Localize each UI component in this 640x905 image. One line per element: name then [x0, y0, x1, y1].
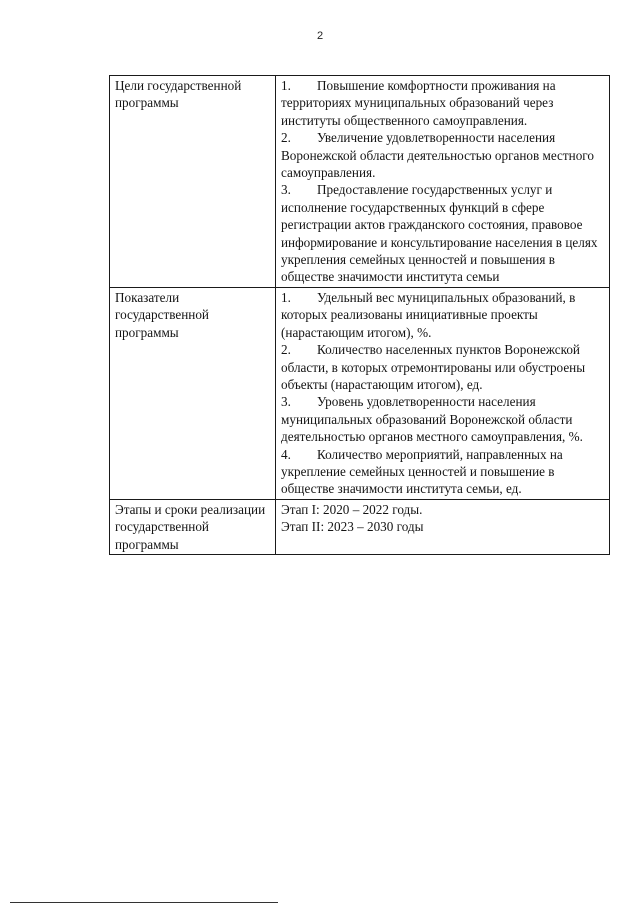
goal-item: [281, 77, 605, 129]
table-row-stages: [110, 499, 610, 554]
stages-content: [276, 499, 610, 554]
goal-item-number: 3.: [281, 182, 291, 198]
indicator-item-number: 2.: [281, 342, 291, 358]
goal-item: [281, 129, 605, 181]
indicator-item: [281, 341, 605, 393]
stage-line: Этап II: 2023 – 2030 годы: [281, 519, 424, 535]
indicator-item: [281, 446, 605, 498]
goals-label: Цели государственной программы: [110, 76, 276, 288]
goals-content: [276, 76, 610, 288]
goal-item-text: Предоставление государственных услуг и исполнение государственных функций в сфере регистрации актов гражданского состояния, правовое информирование и консультирование населения в целях укрепления семейных ценностей и повышения в обществе значимости института семьи: [281, 182, 598, 285]
indicator-item-text: Количество мероприятий, направленных на укрепление семейных ценностей и повышение в обществе значимости института семьи, ед.: [281, 446, 563, 497]
goal-item: [281, 181, 605, 285]
table-row-goals: [110, 76, 610, 288]
program-passport-table: [109, 75, 610, 555]
page-number: 2: [316, 30, 324, 42]
indicator-item-text: Количество населенных пунктов Воронежской области, в которых отремонтированы или обустроены объекты (нарастающим итогом), ед.: [281, 342, 586, 392]
goal-item-text: Увеличение удовлетворенности населения Воронежской области деятельностью органов местного самоуправления.: [281, 130, 594, 181]
indicators-label: Показатели государственной программы: [110, 287, 276, 499]
indicator-item-text: Уровень удовлетворенности населения муниципальных образований Воронежской области деятельностью органов местного самоуправления, %.: [281, 394, 583, 445]
indicator-item-number: 4.: [281, 446, 291, 462]
indicator-item-number: 3.: [281, 394, 291, 410]
stages-label: Этапы и сроки реализации государственной программы: [110, 499, 276, 554]
goal-item-number: 1.: [281, 78, 291, 93]
footer-divider: [10, 902, 278, 903]
indicator-item: [281, 289, 605, 341]
stage-line: Этап I: 2020 – 2022 годы.: [281, 501, 423, 517]
indicator-item: [281, 393, 605, 445]
table-row-indicators: [110, 287, 610, 499]
goal-item-number: 2.: [281, 130, 291, 146]
goal-item-text: Повышение комфортности проживания на территориях муниципальных образований через институты общественного самоуправления.: [281, 78, 556, 128]
indicator-item-text: Удельный вес муниципальных образований, в которых реализованы инициативные проекты (нарастающим итогом), %.: [281, 289, 576, 340]
indicators-content: [276, 287, 610, 499]
indicator-item-number: 1.: [281, 289, 291, 305]
